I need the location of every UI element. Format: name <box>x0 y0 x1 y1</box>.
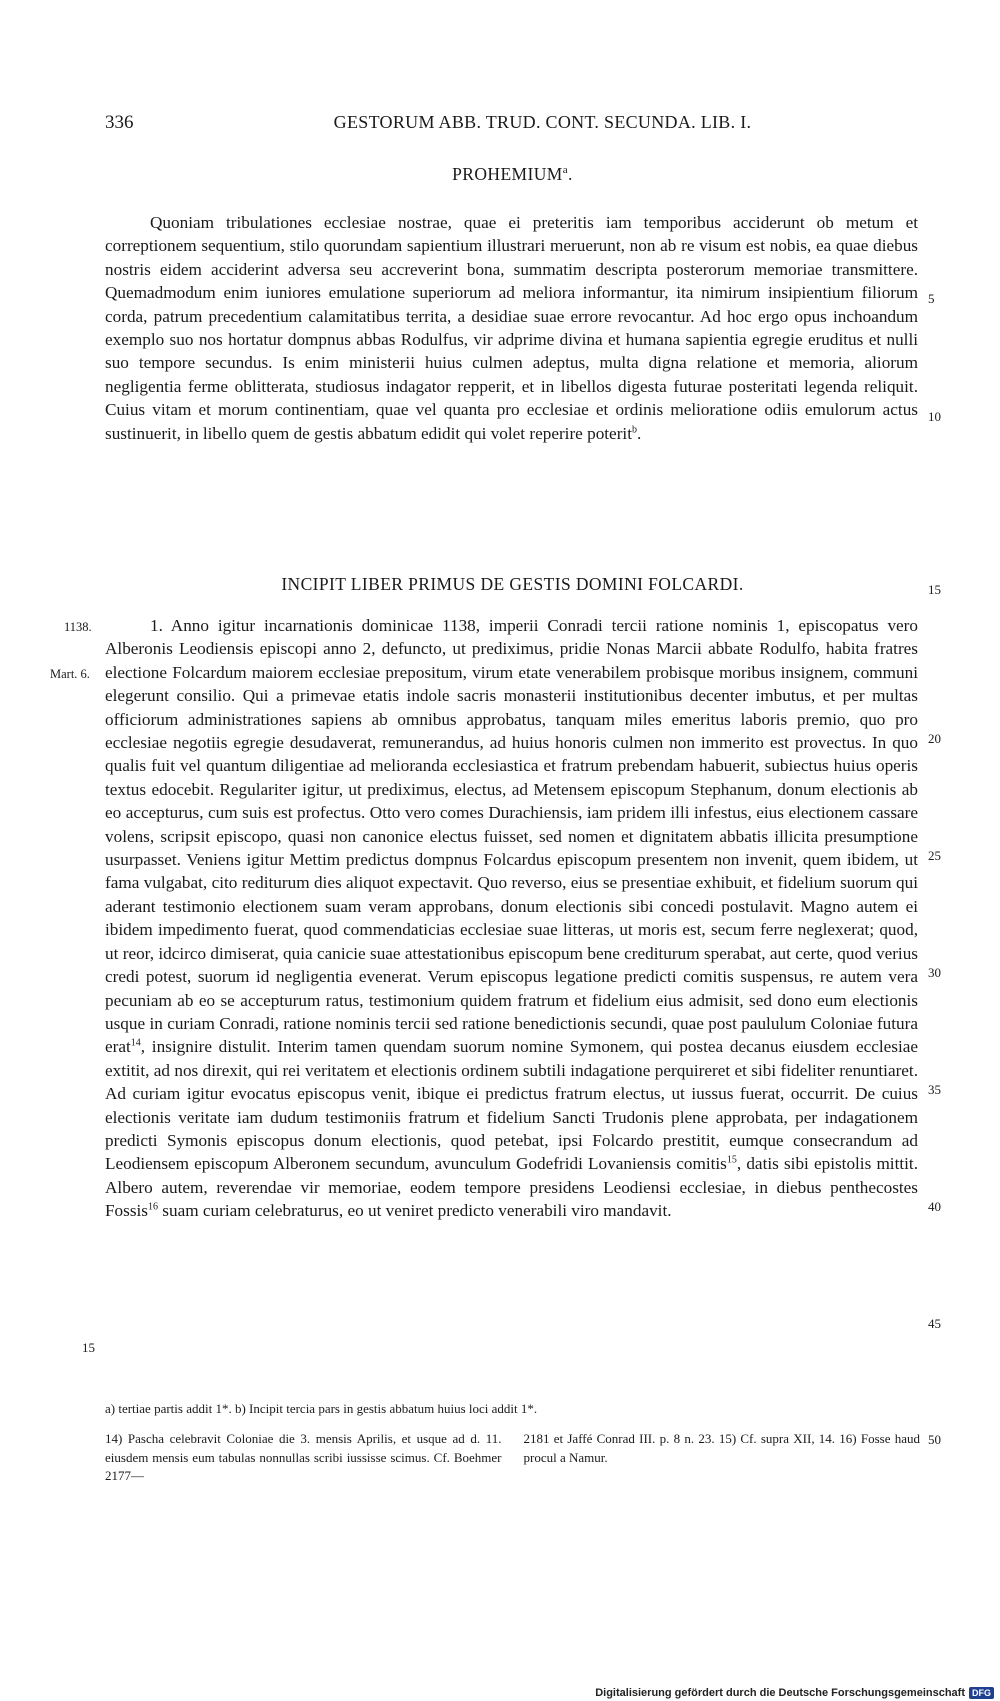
line-number-15-left: 15 <box>82 1340 95 1355</box>
prohemium-end-note: b <box>631 423 637 435</box>
footnote-ref-16: 16 <box>148 1201 158 1213</box>
footnote-ref-15: 15 <box>726 1154 737 1166</box>
critical-apparatus: a) tertiae partis addit 1*. b) Incipit tercia pars in gestis abbatum huius loci addit 1*. <box>105 1401 538 1416</box>
page-number: 336 <box>105 112 134 133</box>
prohemium-heading: PROHEMIUM$^a$. <box>452 164 573 184</box>
line-number-35: 35 <box>928 1082 941 1097</box>
prohemium-text: Quoniam tribulationes ecclesiae nostrae, quae ei preteritis iam temporibus acciderunt ob metum et correptionem sequentium, stilo quorundam sapientium illustrari meruerunt, non ab re visum est nobis, ea quae diebus nostris eidem acciderint adversa seu accreverint bona, summatim descripta posterorum memoriae transmittere. Quemadmodum enim iuniores emulatione superiorum ad meliora informantur, ita nimirum insipientium filiorum corda, patrum precedentium calamitatibus territa, a desidiae suae errore revocantur. Ad hoc ergo opus inchoandum exemplo suo nos hortatur dompnus abbas Rodulfus, vir adprime divina et humana sapientia egregie eruditus et nulli suo tempore secundus. Is enim ministerii huius culmen adeptus, multa digna relatione et memoria, aliorum negligentia ferme oblitterata, studiosus indagator repperit, et in libellos digesta futurae posteritati legenda reliquit. Cuius vitam et morum continentiam, quae vel quanta pro ecclesiae et ordinis melioratione odiis emulorum actus sustinuerit, in libello quem de gestis abbatum edidit qui volet reperire poterit <box>105 213 918 443</box>
running-title: GESTORUM ABB. TRUD. CONT. SECUNDA. LIB. I. <box>333 112 752 132</box>
digitization-credit-text: Digitalisierung gefördert durch die Deutsche Forschungsgemeinschaft <box>595 1687 965 1699</box>
margin-year: 1138. <box>64 620 92 634</box>
dfg-logo: DFG <box>969 1687 994 1699</box>
chapter-paragraph <box>105 614 918 1223</box>
prohemium-paragraph: Quoniam tribulationes ecclesiae nostrae, quae ei preteritis iam temporibus acciderunt ob metum et correptionem sequentium, stilo quorundam sapientium illustrari meruerunt, non ab re visum est nobis, ea quae diebus nostris eidem acciderint adversa seu accreverint bona, summatim descripta posterorum memoriae transmittere. Quemadmodum enim iuniores emulatione superiorum ad meliora informantur, ita nimirum insipientium filiorum corda, patrum precedentium calamitatibus territa, a desidiae suae errore revocantur. Ad hoc ergo opus inchoandum exemplo suo nos hortatur dompnus abbas Rodulfus, vir adprime divina et humana sapientia egregie eruditus et nulli suo tempore secundus. Is enim ministerii huius culmen adeptus, multa digna relatione et memoria, aliorum negligentia ferme oblitterata, studiosus indagator repperit, et in libellos digesta futurae posteritati legenda reliquit. Cuius vitam et morum continentiam, quae vel quanta pro ecclesiae et ordinis melioratione odiis emulorum actus sustinuerit, in libello quem de gestis abbatum edidit qui volet reperire poterit$^b$. <box>105 213 918 443</box>
footnotes <box>105 1430 920 1486</box>
footnotes-col-2: 2181 et Jaffé Conrad III. p. 8 n. 23. 15) Cf. supra XII, 14. 16) Fosse haud procul a Namur. <box>523 1431 920 1465</box>
margin-date: Mart. 6. <box>50 667 90 681</box>
line-number-15-heading: 15 <box>928 582 941 597</box>
line-number-45: 45 <box>928 1316 941 1331</box>
running-head <box>105 112 920 142</box>
prohemium-title: PROHEMIUM <box>452 164 563 184</box>
digitization-credit <box>595 1687 994 1699</box>
line-number-40: 40 <box>928 1199 941 1214</box>
line-number-10: 10 <box>928 409 941 424</box>
footnote-ref-14: 14 <box>130 1037 141 1049</box>
line-number-25: 25 <box>928 848 941 863</box>
footnotes-col-1: 14) Pascha celebravit Coloniae die 3. mensis Aprilis, et usque ad d. 11. eiusdem mensis eum tabulas nonnullas scribi iussisse scimus. Cf. Boehmer 2177— <box>105 1431 502 1484</box>
line-number-50: 50 <box>928 1432 941 1447</box>
chapter-text-4: suam curiam celebraturus, eo ut veniret predicto venerabili viro mandavit. <box>158 1201 672 1221</box>
prohemium-note-mark: a <box>562 164 569 177</box>
line-number-5: 5 <box>928 291 935 306</box>
book-heading: INCIPIT LIBER PRIMUS DE GESTIS DOMINI FOLCARDI. <box>281 574 744 594</box>
chapter-text-2: , insignire distulit. Interim tamen quendam suorum nomine Symonem, qui postea decanus eiusdem ecclesiae extitit, ad nos direxit, qui rei veritatem et electionis ordinem subtili indagatione perquireret et sibi fideliter renuntiaret. Ad curiam igitur evocatus episcopus venit, ibique ei predictus fratrum electus, ut iussus fuerat, occurrit. De cuius electionis veritate iam dudum testimoniis fratrum et fidelium Sancti Trudonis plene approbata, per indagationem predicti Symonis episcopus donum electionis, quod petebat, ipsi Folcardo prestitit, eumque consecrandum ad Leodiensem episcopum Alberonem secundum, avunculum Godefridi Lovaniensis comitis <box>105 1037 918 1174</box>
chapter-text-1: 1. Anno igitur incarnationis dominicae 1138, imperii Conradi tercii ratione nominis 1, episcopatus vero Alberonis Leodiensis episcopi anno 2, defuncto, ut prediximus, pridie Nonas Marcii abbate Rodulfo, habita fratres electione Folcardum maiorem ecclesiae prepositum, virum etate venerabilem probisque moribus insignem, communi elegerunt consilio. Qui a primevae etatis indole sacris monasterii institutionibus decenter imbutus, et per multas officiorum administrationes sapiens ab omnibus approbatus, tanquam miles emeritus laboris premio, quo pro ecclesiae negotiis egregie desudaverat, remunerandus, ad huius honoris culmen non immerito est provectus. In quo qualis fuit vel quantum diligentiae ad melioranda ecclesiastica et fratrum prebendam habuerit, subiectus huius operis textus edocebit. Regulariter igitur, ut prediximus, electus, ad Metensem episcopum Stephanum, donum electionis ab eo accepturus, cum suis est profectus. Otto vero comes Durachiensis, iam pridem illi infestus, eius electionem cassare volens, scripsit episcopo, quasi non canonice electus fuisset, sed nomen et dignitatem abbatis illicita presumptione usurpasset. Veniens igitur Mettim predictus dompnus Folcardus episcopum presentem non invenit, quem ibidem, ut fama vulgabat, cito rediturum dies aliquot expectavit. Quo reverso, eius se presentiae exhibuit, et fidelium suorum qui aderant testimonio electionem suam veram approbans, donum electionis sibi concedi postulavit. Magno autem ei ibidem impedimento fuerat, quod commendaticias ecclesiae suae litteras, ut moris est, secum ferre neglexerat; quod, ut reor, idcirco dimiserat, quia canicie suae attestationibus episcopum bene crediturum sperabat, aut certe, quod verius credi potest, suorum id negligentia evenerat. Verum episcopus legatione predicti comitis suspensus, re autem vera pecuniam ab eo se accepturum ratus, testimonium quidem fratrum et fidelium eius admisit, sed dono eum electionis usque in curiam Conradi, ratione nominis tercii sed ratione benedictionis secundi, quae post paululum Coloniae futura erat <box>105 616 918 1057</box>
line-number-20: 20 <box>928 731 941 746</box>
line-number-30: 30 <box>928 965 941 980</box>
chapter-text-3: , datis sibi epistolis mittit. Albero autem, reverendae vir memoriae, eodem tempore presidens Leodiensi ecclesiae, in diebus penthecostes Fossis <box>105 1154 918 1221</box>
